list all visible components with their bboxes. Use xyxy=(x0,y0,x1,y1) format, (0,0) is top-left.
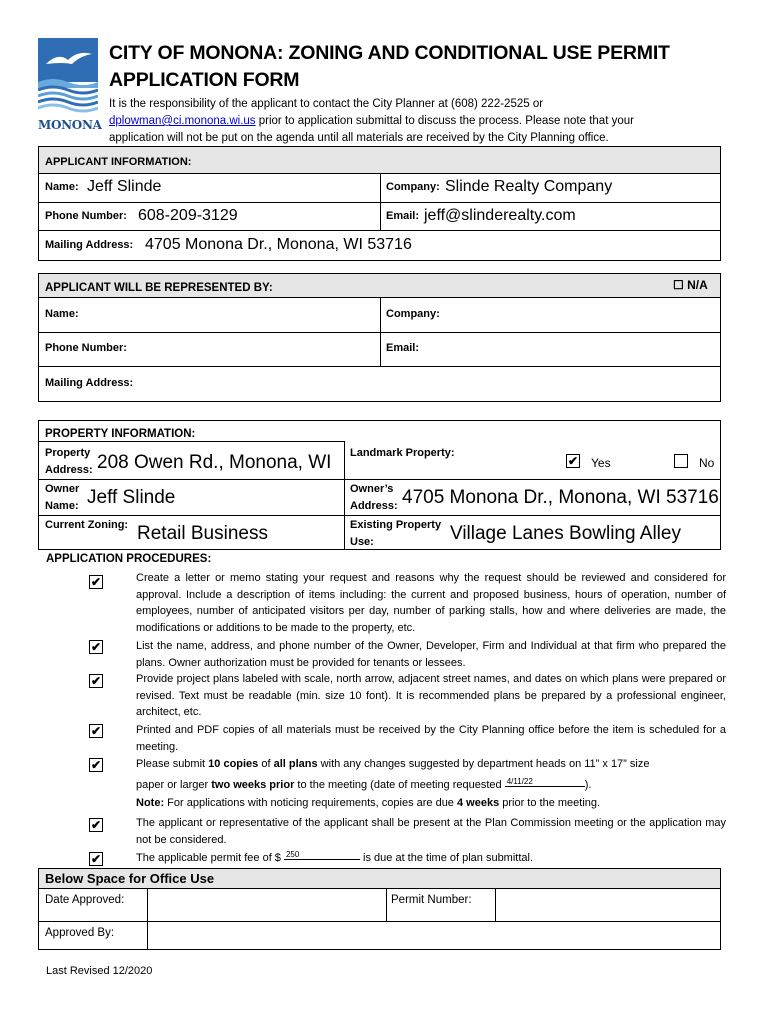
procedure-item-2: List the name, address, and phone number of the Owner, Developer, Firm and Individual at that firm who prepared the plans. Owner authorization must be provided for tenants or lessees. xyxy=(136,640,726,669)
procedure-checkbox-4[interactable]: ✔ xyxy=(90,724,102,738)
property-address-field[interactable]: 208 Owen Rd., Monona, WI xyxy=(97,452,332,473)
existing-use-field[interactable]: Village Lanes Bowling Alley xyxy=(450,523,681,544)
last-revised: Last Revised 12/2020 xyxy=(46,965,153,977)
procedure-checkbox-5[interactable]: ✔ xyxy=(90,758,102,772)
applicant-company-field[interactable]: Slinde Realty Company xyxy=(445,178,613,195)
applicant-section: APPLICANT INFORMATION: Name: Jeff Slinde Company: Slinde Realty Company Phone Number: 608-209-3129 Email: jeff@slinderealty.com Mailing Address: 4705 Monona Dr., Monona, WI 53716 xyxy=(38,146,721,261)
city-logo xyxy=(38,38,102,134)
procedure-checkbox-3[interactable]: ✔ xyxy=(90,674,102,688)
meeting-date-field[interactable]: 4/11/22 xyxy=(505,777,585,787)
current-zoning-field[interactable]: Retail Business xyxy=(137,523,268,544)
procedure-checkbox-7[interactable]: ✔ xyxy=(90,852,102,866)
page-title: CITY OF MONONA: ZONING AND CONDITIONAL USE PERMIT APPLICATION FORM xyxy=(109,42,670,91)
landmark-yes-checkbox[interactable]: ✔ xyxy=(567,454,579,468)
na-checkbox[interactable]: ☐ N/A xyxy=(673,278,708,292)
logo-text: MONONA xyxy=(38,118,102,132)
applicant-phone-field[interactable]: 608-209-3129 xyxy=(138,207,238,224)
planner-email-link[interactable]: dplowman@ci.monona.wi.us xyxy=(109,115,256,127)
procedure-item-6: The applicant or representative of the applicant shall be present at the Plan Commission meeting or the application may not be considered. xyxy=(136,817,726,846)
section-title: PROPERTY INFORMATION: xyxy=(45,428,196,440)
section-title: APPLICANT WILL BE REPRESENTED BY: xyxy=(45,282,273,294)
procedure-checkbox-1[interactable]: ✔ xyxy=(90,575,102,589)
applicant-name-field[interactable]: Jeff Slinde xyxy=(87,178,162,195)
section-title: APPLICANT INFORMATION: xyxy=(45,156,192,168)
section-title: Below Space for Office Use xyxy=(45,871,215,886)
procedure-checkbox-6[interactable]: ✔ xyxy=(90,818,102,832)
procedure-checkbox-2[interactable]: ✔ xyxy=(90,640,102,654)
applicant-mailing-field[interactable]: 4705 Monona Dr., Monona, WI 53716 xyxy=(145,236,412,253)
representative-section: APPLICANT WILL BE REPRESENTED BY: ☐ N/A Name: Company: Phone Number: Email: Mailing Address: xyxy=(38,273,721,402)
procedures-title: APPLICATION PROCEDURES: xyxy=(46,553,212,565)
procedure-item-4: Printed and PDF copies of all materials must be received by the City Planning office before the item is scheduled for a meeting. xyxy=(136,724,726,753)
procedure-item-7: The applicable permit fee of $ 250 is due at the time of plan submittal. xyxy=(136,850,534,864)
landmark-no-checkbox[interactable] xyxy=(674,454,688,468)
property-section: PROPERTY INFORMATION: Property Address: 208 Owen Rd., Monona, WI Landmark Property: ✔ Yes No Owner Name: Jeff Slinde Owner’s Address: 4705 Monona Dr., Monona, WI 53716 Current Zoning: Retail Business Existing Property Use: Village Lanes Bowling Alley xyxy=(38,420,721,550)
owner-address-field[interactable]: 4705 Monona Dr., Monona, WI 53716 xyxy=(402,487,719,508)
applicant-email-field[interactable]: jeff@slinderealty.com xyxy=(424,207,576,224)
procedure-item-1: Create a letter or memo stating your request and reasons why the request should be reviewed and considered for approval. Include a description of items including: the current and proposed business, hours of operation, number of employees, number of anticipated visitors per day, number of parking stalls, how and where deliveries are made, the modifications or additions to be made to the property, etc. xyxy=(136,572,726,634)
owner-name-field[interactable]: Jeff Slinde xyxy=(87,487,176,508)
procedure-item-3: Provide project plans labeled with scale, north arrow, adjacent street names, and dates on which plans were prepared or revised. Text must be readable (min. size 10 font). It is recommended plans be prepared by a professional engineer, architect, etc. xyxy=(136,673,726,718)
office-use-section: Below Space for Office Use Date Approved: Permit Number: Approved By: xyxy=(38,868,721,950)
permit-fee-field[interactable]: 250 xyxy=(284,850,360,860)
intro-paragraph: It is the responsibility of the applicant to contact the City Planner at (608) 222-2525 or dplowman@ci.monona.wi.us prior to application submittal to discuss the process. Please note that your application will not be put on the agenda until all materials are received by the City Planning office. xyxy=(109,98,634,144)
procedure-item-5: Please submit 10 copies of all plans with any changes suggested by department heads on 11” x 17” size paper or larger two weeks prior to the meeting (date of meeting requested 4/11/22 ). Note: For applications with noticing requirements, copies are due 4 weeks prior to the meeting. xyxy=(136,758,650,809)
